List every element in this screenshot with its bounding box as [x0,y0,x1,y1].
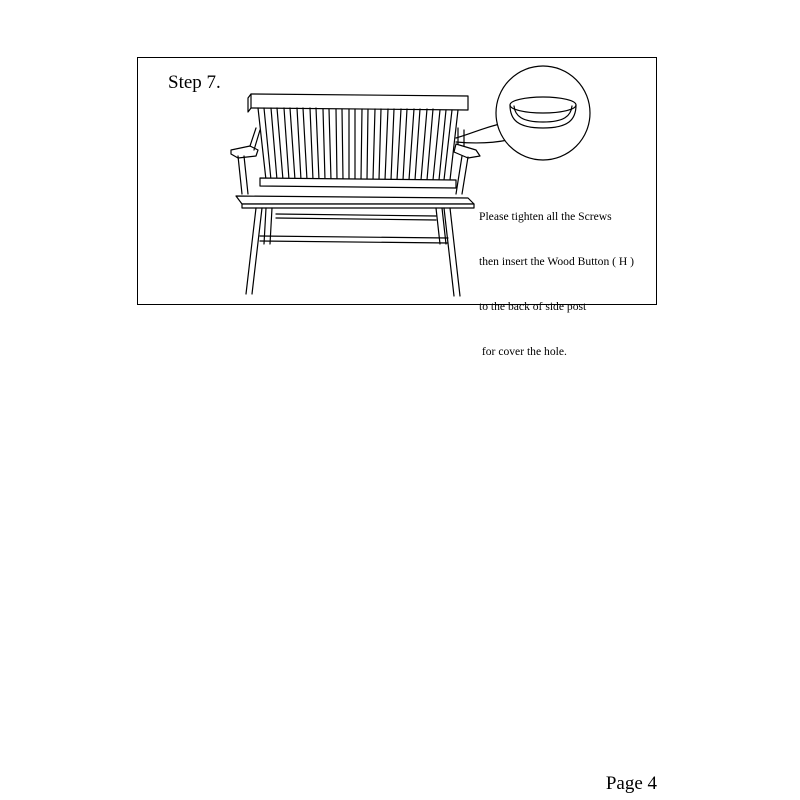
step-7-panel [137,57,657,358]
instruction-line: for cover the hole. [479,345,567,358]
instruction-line: then insert the Wood Button ( H ) [479,255,635,268]
instruction-line: to the back of side post [479,300,587,313]
instruction-text [479,179,634,389]
page-number: Page 4 [605,773,657,794]
instruction-line: Please tighten all the Screws [479,210,612,223]
wood-button-detail [496,66,590,160]
back-spindles [258,108,458,180]
step-title: Step 7. [168,72,221,93]
